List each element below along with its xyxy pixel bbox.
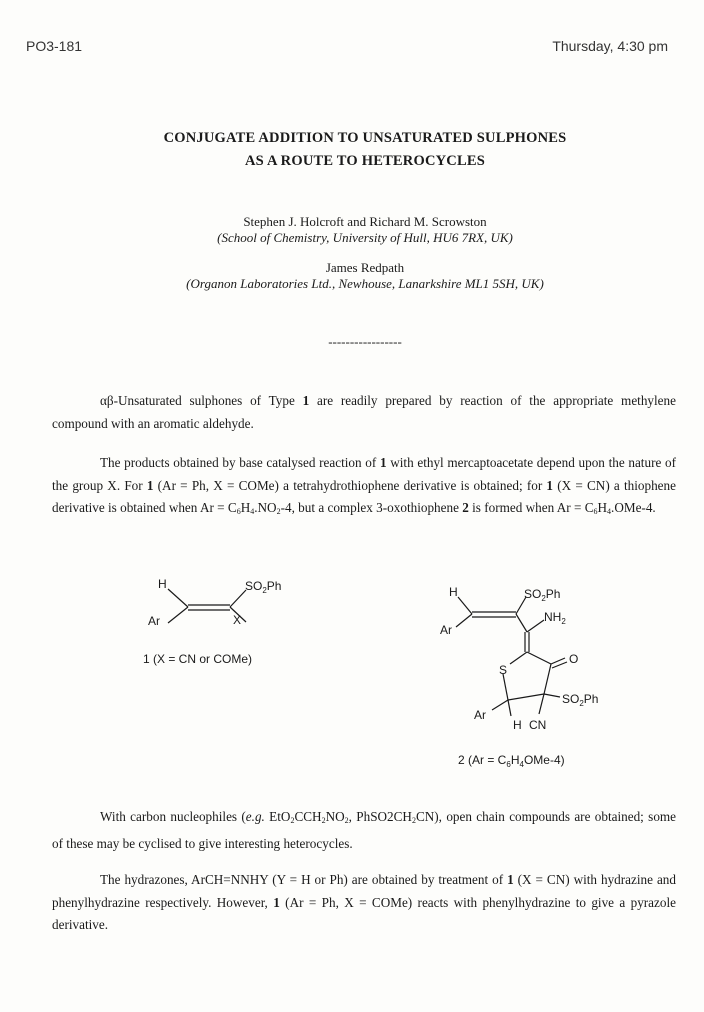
title-line-2: AS A ROUTE TO HETEROCYCLES <box>245 153 485 169</box>
bond-cn <box>539 694 544 714</box>
paragraph-2: The products obtained by base catalysed reaction of 1 with ethyl mercaptoacetate depend upon the nature of the group X. For 1 (Ar = Ph, X = COMe) a tetrahydrothiophene derivative is obtained; for 1 (X = CN) a thiophene derivative is obtained when $Ar = C_6H_4.NO_2-4$, but a complex 3-oxothiophene 2 is formed when $Ar = C_6H_4.OMe-4$. <box>52 455 676 516</box>
label-h: H <box>449 585 458 599</box>
label-so2ph: $SO_2Ph$ <box>524 587 561 603</box>
author-names-2: James Redpath <box>325 260 405 275</box>
bond-so2 <box>230 590 246 607</box>
bond-c-down <box>516 614 527 632</box>
bond-h-b <box>508 700 511 716</box>
ring-bond-c3-c4 <box>544 664 551 694</box>
separator: ----------------- <box>328 334 402 349</box>
bond-so2-b <box>544 694 560 697</box>
label-ar-b: Ar <box>474 708 486 722</box>
header-session: Thursday, 4:30 pm <box>552 38 668 54</box>
title-line-1: CONJUGATE ADDITION TO UNSATURATED SULPHONES <box>163 130 567 146</box>
ring-bond-c4-c5 <box>508 694 544 700</box>
label-ar: Ar <box>148 614 160 628</box>
label-x: X <box>233 613 242 627</box>
structure-2 <box>432 576 632 772</box>
ring-bond-c2-c3 <box>527 652 551 664</box>
bond-nh2 <box>527 620 544 632</box>
label-h-b: H <box>513 718 522 732</box>
ring-bond-c5-s <box>503 674 508 700</box>
header-code: PO3-181 <box>26 38 83 54</box>
paragraph-3: With carbon nucleophiles (e.g. $EtO_2CCH_2NO_2$, $PhSO2CH_2CN$), open chain compounds are obtained; some of these may be cyclised to give interesting heterocycles. <box>52 809 677 851</box>
paragraph-4: The hydrazones, ArCH=NNHY (Y = H or Ph) are obtained by treatment of 1 (X = CN) with hydrazine and phenylhydrazine respectively. However, 1 (Ar = Ph, X = COMe) reacts with phenylhydrazine to give a pyrazole derivative. <box>52 872 676 932</box>
label-nh2: $NH_2$ <box>544 610 566 626</box>
label-o: O <box>569 652 579 666</box>
bond-ar-b <box>492 700 508 710</box>
label-cn: CN <box>529 718 547 732</box>
paragraph-1: αβ-Unsaturated sulphones of Type 1 are readily prepared by reaction of the appropriate methylene compound with an aromatic aldehyde. <box>52 393 676 431</box>
caption-structure-1: 1 (X = CN or COMe) <box>143 652 253 666</box>
label-so2ph: $SO_2Ph$ <box>245 579 282 595</box>
structure-1 <box>138 572 298 672</box>
author-names-1: Stephen J. Holcroft and Richard M. Scrowston <box>243 214 487 229</box>
label-ar: Ar <box>440 623 452 637</box>
caption-structure-2: 2 $(Ar = C_6H_4OMe-4)$ <box>458 753 565 769</box>
author-affiliation-2: (Organon Laboratories Ltd., Newhouse, Lanarkshire ML1 5SH, UK) <box>186 276 544 291</box>
author-affiliation-1: (School of Chemistry, University of Hull, HU6 7RX, UK) <box>217 230 513 245</box>
label-s: S <box>499 663 508 677</box>
bond-h <box>458 597 472 614</box>
label-so2ph-b: $SO_2Ph$ <box>562 692 599 708</box>
ring-bond-c2-s <box>510 652 527 664</box>
label-h: H <box>158 577 167 591</box>
bond-ar <box>456 614 472 627</box>
bond-h <box>168 589 188 607</box>
bond-ar <box>168 607 188 623</box>
